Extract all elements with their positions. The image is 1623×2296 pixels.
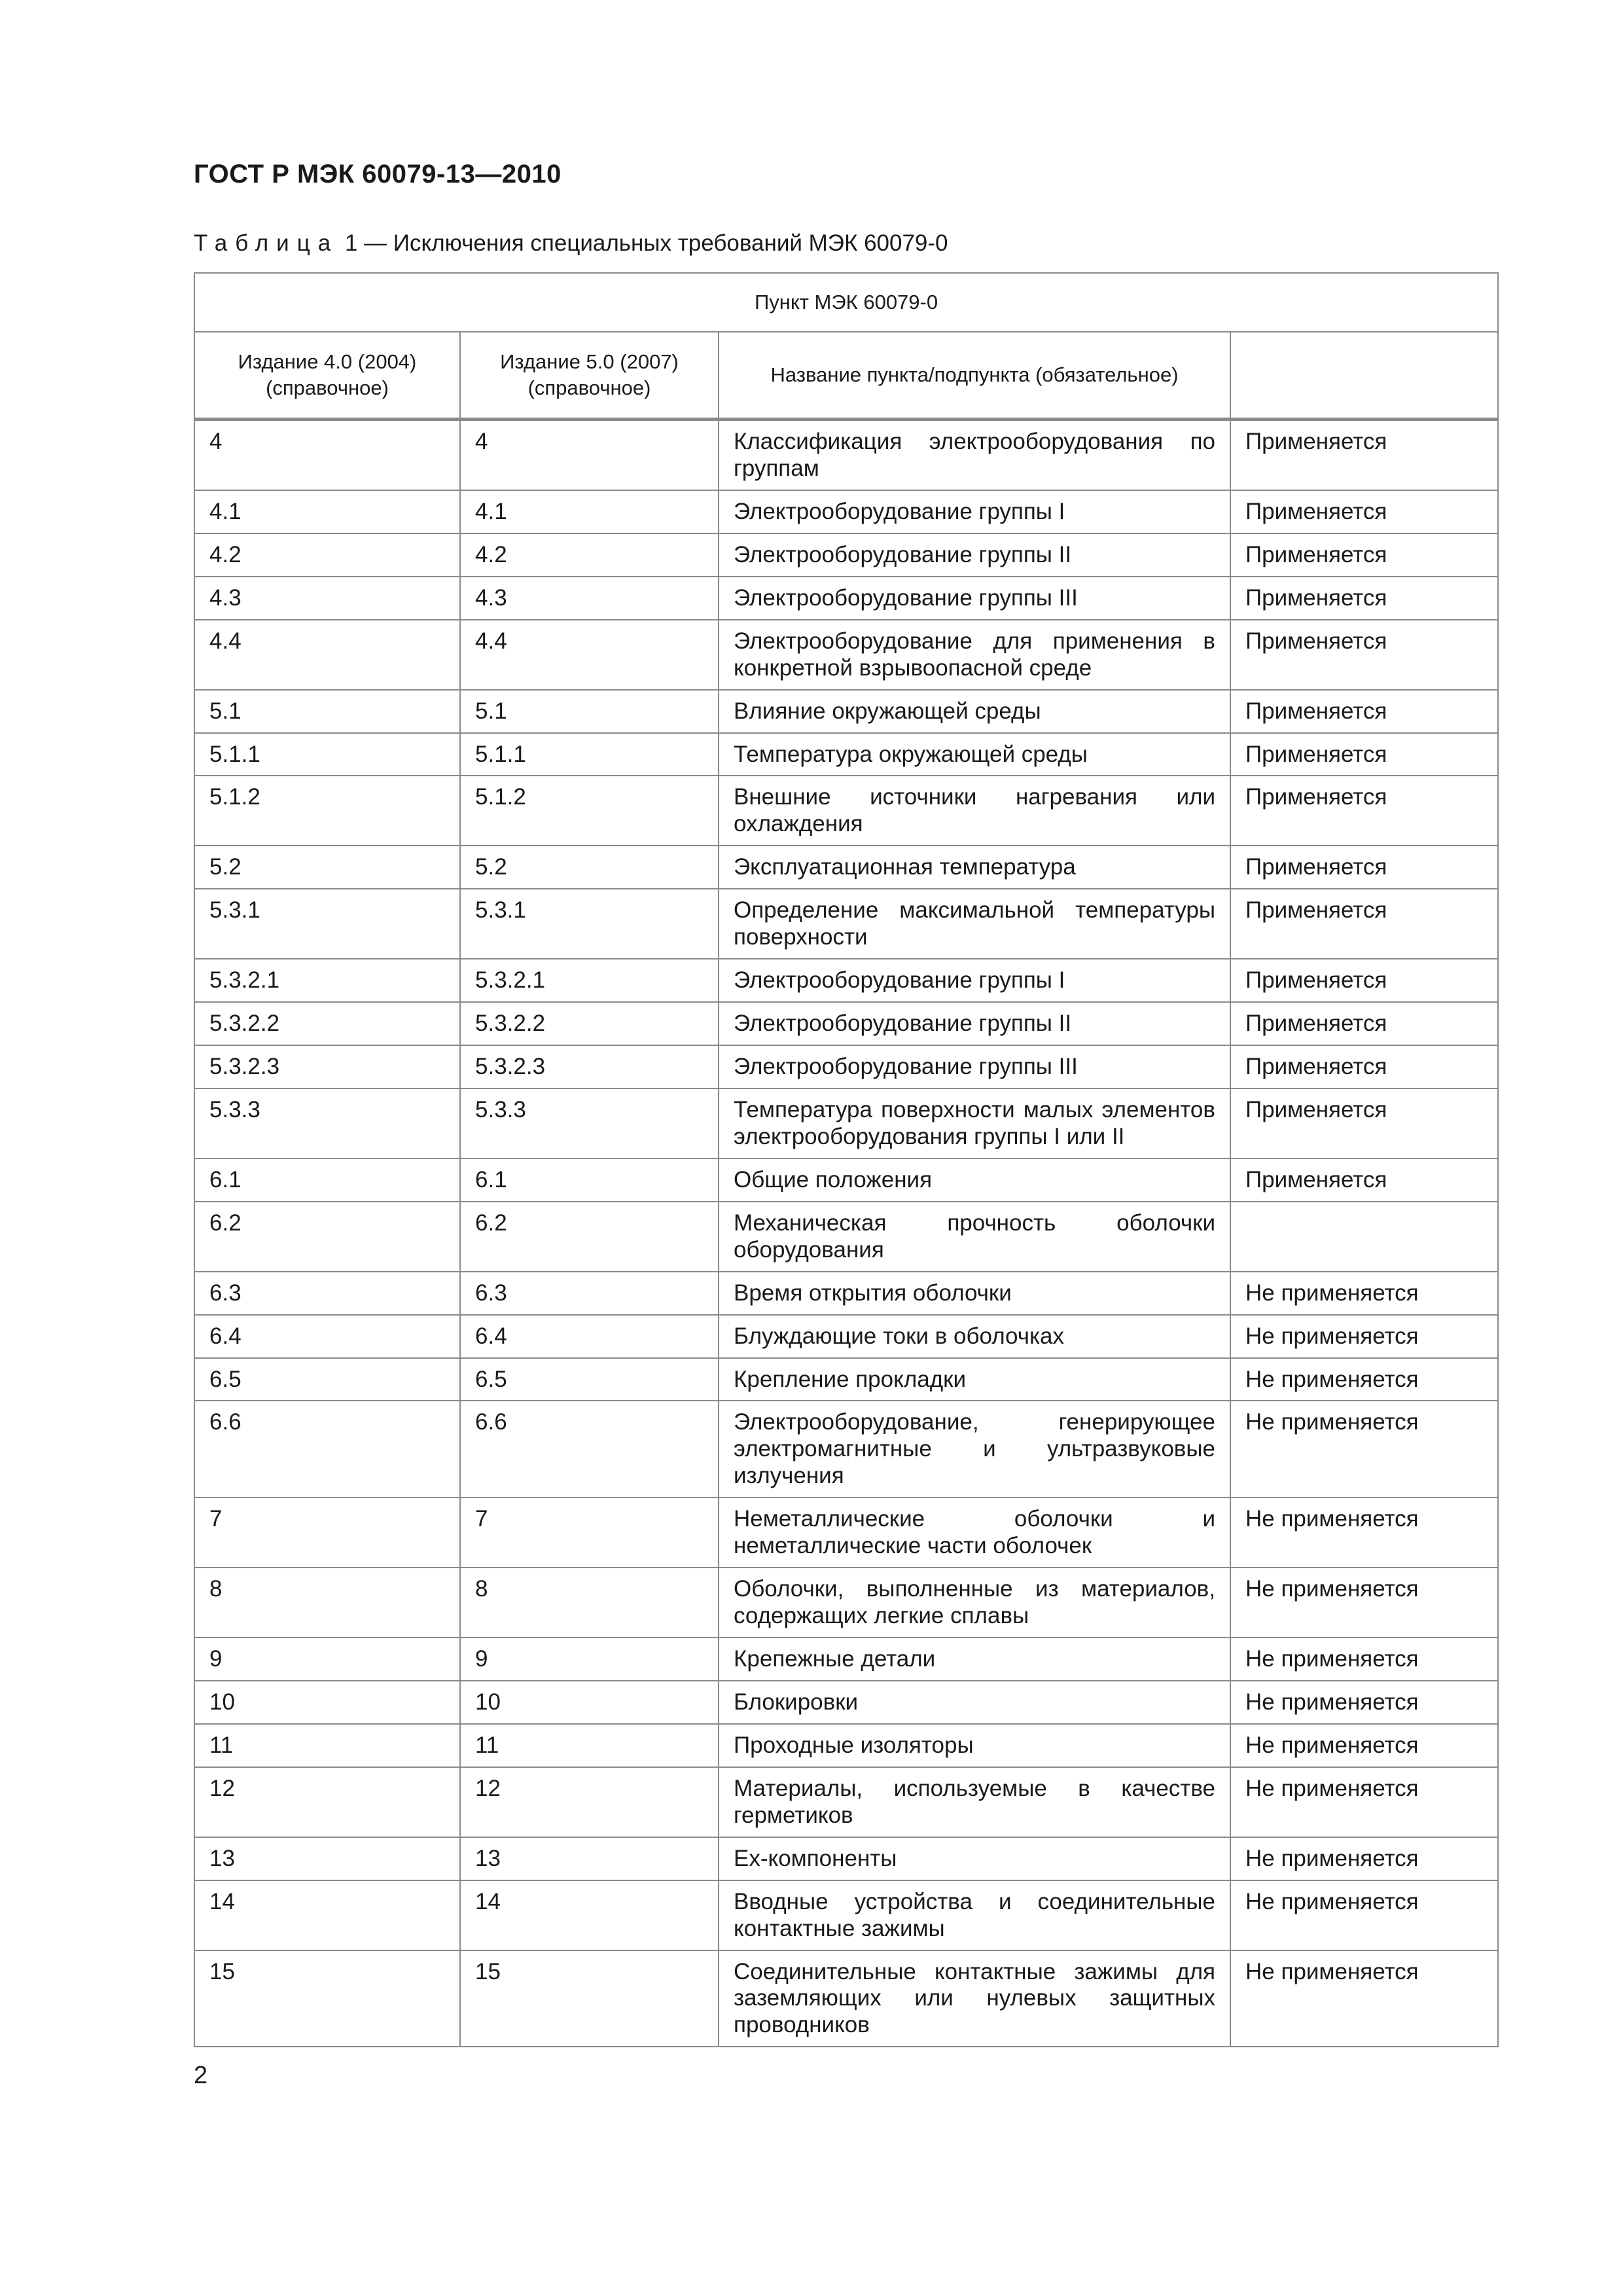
cell-status: Применяется: [1230, 620, 1498, 690]
cell-edition-5: 5.1: [460, 690, 719, 733]
cell-edition-5: 4: [460, 420, 719, 490]
cell-edition-4: 13: [194, 1837, 460, 1880]
table-row: [194, 846, 1498, 889]
header-clause-name: Название пункта/подпункта (обязательное): [719, 332, 1230, 420]
cell-clause-name: Неметаллические оболочки и неметаллические части оболочек: [719, 1498, 1230, 1568]
cell-clause-name: Влияние окружающей среды: [719, 690, 1230, 733]
cell-edition-4: 4.2: [194, 533, 460, 577]
page-number: 2: [194, 2062, 208, 2089]
table-row: [194, 420, 1498, 490]
table-row: [194, 1767, 1498, 1837]
cell-edition-4: 5.3.3: [194, 1088, 460, 1158]
cell-edition-4: 6.6: [194, 1401, 460, 1498]
cell-edition-4: 6.1: [194, 1158, 460, 1202]
cell-edition-4: 5.3.1: [194, 889, 460, 959]
cell-clause-name: Эксплуатационная температура: [719, 846, 1230, 889]
cell-status: Применяется: [1230, 733, 1498, 776]
cell-clause-name: Вводные устройства и соединительные контактные зажимы: [719, 1880, 1230, 1950]
cell-edition-5: 6.1: [460, 1158, 719, 1202]
table-row: [194, 533, 1498, 577]
cell-edition-4: 14: [194, 1880, 460, 1950]
cell-edition-5: 4.3: [460, 577, 719, 620]
cell-edition-5: 5.1.2: [460, 776, 719, 846]
cell-clause-name: Температура окружающей среды: [719, 733, 1230, 776]
cell-edition-5: 15: [460, 1950, 719, 2047]
cell-status: Не применяется: [1230, 1358, 1498, 1401]
cell-edition-5: 4.2: [460, 533, 719, 577]
cell-status: Не применяется: [1230, 1498, 1498, 1568]
cell-clause-name: Время открытия оболочки: [719, 1272, 1230, 1315]
table-row: [194, 733, 1498, 776]
cell-clause-name: Материалы, используемые в качестве герметиков: [719, 1767, 1230, 1837]
cell-edition-4: 5.2: [194, 846, 460, 889]
table-row: [194, 1088, 1498, 1158]
cell-clause-name: Электрооборудование группы II: [719, 533, 1230, 577]
table-row: [194, 1202, 1498, 1272]
cell-edition-4: 5.3.2.1: [194, 959, 460, 1002]
cell-edition-5: 5.2: [460, 846, 719, 889]
cell-clause-name: Электрооборудование группы I: [719, 959, 1230, 1002]
cell-edition-4: 9: [194, 1638, 460, 1681]
cell-edition-4: 6.5: [194, 1358, 460, 1401]
cell-edition-4: 5.1.2: [194, 776, 460, 846]
cell-status: Применяется: [1230, 1002, 1498, 1045]
cell-status: Не применяется: [1230, 1681, 1498, 1724]
cell-status: Применяется: [1230, 577, 1498, 620]
cell-edition-4: 11: [194, 1724, 460, 1767]
cell-edition-5: 8: [460, 1568, 719, 1638]
cell-status: Не применяется: [1230, 1950, 1498, 2047]
cell-status: Применяется: [1230, 490, 1498, 533]
cell-status: Применяется: [1230, 533, 1498, 577]
header-status: [1230, 332, 1498, 420]
cell-edition-4: 15: [194, 1950, 460, 2047]
cell-status: Не применяется: [1230, 1638, 1498, 1681]
cell-clause-name: Классификация электрооборудования по группам: [719, 420, 1230, 490]
table-row: [194, 1837, 1498, 1880]
cell-edition-5: 5.3.2.1: [460, 959, 719, 1002]
table-row: [194, 1950, 1498, 2047]
cell-edition-4: 12: [194, 1767, 460, 1837]
table-row: [194, 1498, 1498, 1568]
table-row: [194, 690, 1498, 733]
cell-edition-5: 6.6: [460, 1401, 719, 1498]
cell-edition-4: 5.1: [194, 690, 460, 733]
cell-edition-5: 7: [460, 1498, 719, 1568]
table-caption: [194, 230, 948, 257]
table-row: [194, 1002, 1498, 1045]
cell-clause-name: Электрооборудование группы III: [719, 1045, 1230, 1088]
table-row: [194, 1045, 1498, 1088]
cell-clause-name: Оболочки, выполненные из материалов, содержащих легкие сплавы: [719, 1568, 1230, 1638]
cell-status: Не применяется: [1230, 1837, 1498, 1880]
cell-edition-5: 6.2: [460, 1202, 719, 1272]
cell-edition-5: 5.3.2.3: [460, 1045, 719, 1088]
exceptions-table: [194, 272, 1499, 2047]
cell-clause-name: Блокировки: [719, 1681, 1230, 1724]
cell-clause-name: Внешние источники нагревания или охлаждения: [719, 776, 1230, 846]
cell-edition-4: 5.3.2.3: [194, 1045, 460, 1088]
table-row: [194, 776, 1498, 846]
cell-status: Не применяется: [1230, 1315, 1498, 1358]
table-row: [194, 959, 1498, 1002]
cell-status: Применяется: [1230, 776, 1498, 846]
cell-edition-5: 6.5: [460, 1358, 719, 1401]
cell-status: Применяется: [1230, 889, 1498, 959]
cell-status: Не применяется: [1230, 1880, 1498, 1950]
cell-status: Применяется: [1230, 959, 1498, 1002]
cell-edition-5: 4.4: [460, 620, 719, 690]
cell-edition-4: 6.2: [194, 1202, 460, 1272]
cell-clause-name: Электрооборудование, генерирующее электромагнитные и ультразвуковые излучения: [719, 1401, 1230, 1498]
cell-status: Не применяется: [1230, 1401, 1498, 1498]
cell-edition-5: 5.3.1: [460, 889, 719, 959]
cell-edition-4: 6.4: [194, 1315, 460, 1358]
cell-edition-5: 11: [460, 1724, 719, 1767]
cell-edition-5: 4.1: [460, 490, 719, 533]
table-top-header: Пункт МЭК 60079-0: [194, 273, 1498, 332]
cell-clause-name: Ex-компоненты: [719, 1837, 1230, 1880]
table-row: [194, 1724, 1498, 1767]
table-row: [194, 1358, 1498, 1401]
cell-edition-5: 14: [460, 1880, 719, 1950]
cell-edition-5: 12: [460, 1767, 719, 1837]
header-edition-4: Издание 4.0 (2004) (справочное): [194, 332, 460, 420]
cell-clause-name: Общие положения: [719, 1158, 1230, 1202]
table-body: [194, 420, 1498, 2047]
table-row: [194, 1315, 1498, 1358]
cell-status: Не применяется: [1230, 1724, 1498, 1767]
table-row: [194, 1272, 1498, 1315]
cell-edition-5: 10: [460, 1681, 719, 1724]
table-row: [194, 1158, 1498, 1202]
cell-edition-4: 7: [194, 1498, 460, 1568]
table-row: [194, 577, 1498, 620]
cell-clause-name: Механическая прочность оболочки оборудования: [719, 1202, 1230, 1272]
cell-edition-5: 6.3: [460, 1272, 719, 1315]
cell-status: Не применяется: [1230, 1767, 1498, 1837]
cell-clause-name: Электрооборудование группы II: [719, 1002, 1230, 1045]
cell-edition-4: 5.1.1: [194, 733, 460, 776]
cell-status: Применяется: [1230, 1088, 1498, 1158]
cell-edition-4: 6.3: [194, 1272, 460, 1315]
cell-edition-5: 5.3.2.2: [460, 1002, 719, 1045]
cell-clause-name: Проходные изоляторы: [719, 1724, 1230, 1767]
cell-clause-name: Электрооборудование для применения в конкретной взрывоопасной среде: [719, 620, 1230, 690]
cell-clause-name: Блуждающие токи в оболочках: [719, 1315, 1230, 1358]
cell-clause-name: Электрооборудование группы III: [719, 577, 1230, 620]
table-row: [194, 1401, 1498, 1498]
cell-clause-name: Крепление прокладки: [719, 1358, 1230, 1401]
cell-clause-name: Температура поверхности малых элементов электрооборудования группы I или II: [719, 1088, 1230, 1158]
table-row: [194, 490, 1498, 533]
cell-edition-5: 6.4: [460, 1315, 719, 1358]
cell-clause-name: Соединительные контактные зажимы для заземляющих или нулевых защитных проводников: [719, 1950, 1230, 2047]
document-header: ГОСТ Р МЭК 60079-13—2010: [194, 160, 562, 188]
cell-edition-4: 5.3.2.2: [194, 1002, 460, 1045]
cell-status: [1230, 1202, 1498, 1272]
cell-status: Применяется: [1230, 420, 1498, 490]
cell-edition-5: 9: [460, 1638, 719, 1681]
table-row: [194, 1880, 1498, 1950]
cell-status: Не применяется: [1230, 1272, 1498, 1315]
cell-status: Не применяется: [1230, 1568, 1498, 1638]
table-caption-text: 1 — Исключения специальных требований МЭК 60079-0: [344, 230, 948, 256]
cell-edition-4: 4: [194, 420, 460, 490]
cell-status: Применяется: [1230, 1045, 1498, 1088]
table-row: [194, 620, 1498, 690]
header-edition-5: Издание 5.0 (2007) (справочное): [460, 332, 719, 420]
cell-edition-4: 4.1: [194, 490, 460, 533]
table-caption-prefix: Таблица: [194, 230, 339, 256]
table-row: [194, 1681, 1498, 1724]
table-row: [194, 1638, 1498, 1681]
cell-clause-name: Крепежные детали: [719, 1638, 1230, 1681]
cell-clause-name: Электрооборудование группы I: [719, 490, 1230, 533]
cell-edition-5: 5.3.3: [460, 1088, 719, 1158]
table-row: [194, 889, 1498, 959]
cell-status: Применяется: [1230, 846, 1498, 889]
cell-edition-4: 8: [194, 1568, 460, 1638]
cell-edition-4: 10: [194, 1681, 460, 1724]
cell-clause-name: Определение максимальной температуры поверхности: [719, 889, 1230, 959]
cell-edition-4: 4.4: [194, 620, 460, 690]
cell-edition-5: 13: [460, 1837, 719, 1880]
cell-edition-4: 4.3: [194, 577, 460, 620]
cell-status: Применяется: [1230, 690, 1498, 733]
cell-edition-5: 5.1.1: [460, 733, 719, 776]
cell-status: Применяется: [1230, 1158, 1498, 1202]
table-row: [194, 1568, 1498, 1638]
